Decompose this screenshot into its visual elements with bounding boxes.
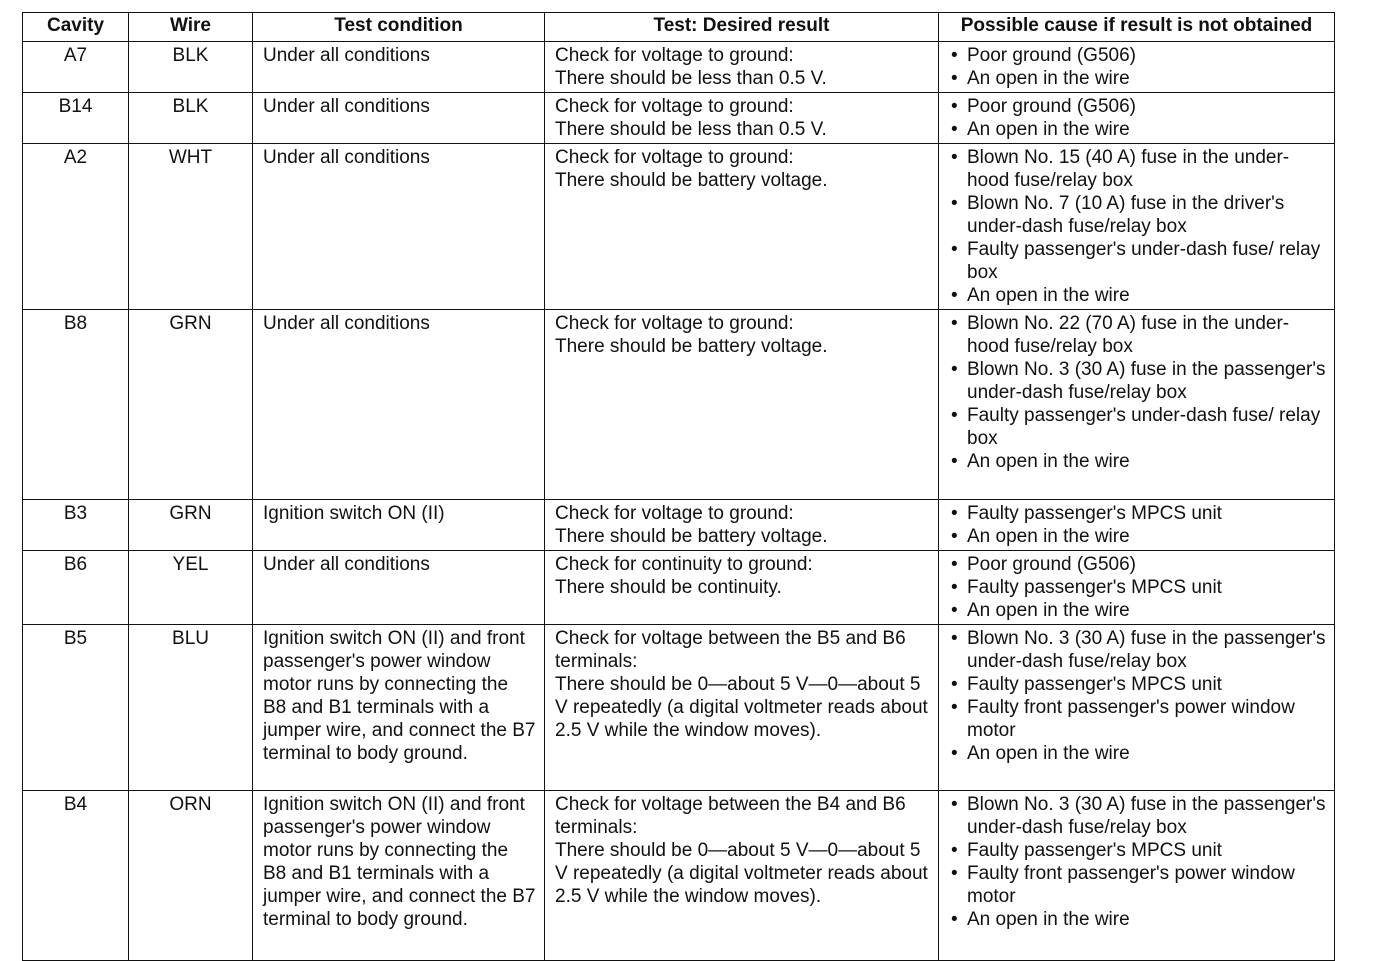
table-row bbox=[23, 791, 1335, 961]
cause-cell bbox=[939, 42, 1335, 93]
cause-item: • Faulty passenger's MPCS unit bbox=[949, 673, 1326, 696]
table-row bbox=[23, 42, 1335, 93]
condition-cell: Under all conditions bbox=[253, 42, 545, 93]
table-row bbox=[23, 500, 1335, 551]
header-cavity: Cavity bbox=[23, 13, 129, 42]
cause-item: • Blown No. 3 (30 A) fuse in the passenger's under-dash fuse/relay box bbox=[949, 627, 1326, 673]
header-test-condition: Test condition bbox=[253, 13, 545, 42]
cause-cell bbox=[939, 310, 1335, 500]
result-cell bbox=[545, 93, 939, 144]
cause-item: • Blown No. 3 (30 A) fuse in the passenger's under-dash fuse/relay box bbox=[949, 793, 1326, 839]
cause-item: • Poor ground (G506) bbox=[949, 44, 1326, 67]
condition-cell: Under all conditions bbox=[253, 310, 545, 500]
condition-cell: Ignition switch ON (II) and front passenger's power window motor runs by connecting the B8 and B1 terminals with a jumper wire, and connect the B7 terminal to body ground. bbox=[253, 625, 545, 791]
cavity-cell: B14 bbox=[23, 93, 129, 144]
cause-list bbox=[949, 502, 1326, 548]
header-desired-result: Test: Desired result bbox=[545, 13, 939, 42]
condition-cell: Ignition switch ON (II) and front passenger's power window motor runs by connecting the B8 and B1 terminals with a jumper wire, and connect the B7 terminal to body ground. bbox=[253, 791, 545, 961]
cause-cell bbox=[939, 625, 1335, 791]
cause-item: • An open in the wire bbox=[949, 742, 1326, 765]
cause-list bbox=[949, 44, 1326, 90]
cause-item: • Blown No. 7 (10 A) fuse in the driver's under-dash fuse/relay box bbox=[949, 192, 1326, 238]
result-line: There should be less than 0.5 V. bbox=[555, 68, 827, 89]
cavity-cell: B5 bbox=[23, 625, 129, 791]
result-line: Check for continuity to ground: bbox=[555, 554, 813, 575]
cause-cell bbox=[939, 551, 1335, 625]
table-row bbox=[23, 310, 1335, 500]
cause-item: • Faulty passenger's MPCS unit bbox=[949, 576, 1326, 599]
wire-cell: BLU bbox=[129, 625, 253, 791]
table-row bbox=[23, 625, 1335, 791]
cause-item: • An open in the wire bbox=[949, 118, 1326, 141]
cause-list bbox=[949, 553, 1326, 622]
condition-cell: Under all conditions bbox=[253, 144, 545, 310]
cause-item: • An open in the wire bbox=[949, 525, 1326, 548]
cause-item: • Faulty passenger's under-dash fuse/ relay box bbox=[949, 404, 1326, 450]
cause-list bbox=[949, 627, 1326, 765]
cause-item: • Poor ground (G506) bbox=[949, 553, 1326, 576]
table-row bbox=[23, 93, 1335, 144]
cavity-cell: B3 bbox=[23, 500, 129, 551]
result-line: Check for voltage to ground: bbox=[555, 503, 794, 524]
cause-item: • An open in the wire bbox=[949, 450, 1326, 473]
result-line: Check for voltage between the B4 and B6 terminals: bbox=[555, 794, 906, 838]
condition-cell: Ignition switch ON (II) bbox=[253, 500, 545, 551]
cavity-cell: B6 bbox=[23, 551, 129, 625]
result-cell bbox=[545, 551, 939, 625]
result-line: Check for voltage to ground: bbox=[555, 45, 794, 66]
cause-item: • An open in the wire bbox=[949, 908, 1326, 931]
cause-item: • Blown No. 3 (30 A) fuse in the passenger's under-dash fuse/relay box bbox=[949, 358, 1326, 404]
cause-item: • An open in the wire bbox=[949, 599, 1326, 622]
result-cell bbox=[545, 42, 939, 93]
header-possible-cause: Possible cause if result is not obtained bbox=[939, 13, 1335, 42]
header-wire: Wire bbox=[129, 13, 253, 42]
cause-item: • Faulty passenger's MPCS unit bbox=[949, 839, 1326, 862]
wire-cell: BLK bbox=[129, 93, 253, 144]
cavity-cell: B4 bbox=[23, 791, 129, 961]
cause-cell bbox=[939, 144, 1335, 310]
cavity-cell: A7 bbox=[23, 42, 129, 93]
result-line: There should be battery voltage. bbox=[555, 170, 828, 191]
result-line: There should be less than 0.5 V. bbox=[555, 119, 827, 140]
condition-cell: Under all conditions bbox=[253, 551, 545, 625]
cause-list bbox=[949, 146, 1326, 307]
result-line: Check for voltage to ground: bbox=[555, 313, 794, 334]
connector-test-table bbox=[22, 12, 1335, 961]
result-cell bbox=[545, 144, 939, 310]
result-line: Check for voltage to ground: bbox=[555, 96, 794, 117]
wire-cell: BLK bbox=[129, 42, 253, 93]
result-line: There should be 0—about 5 V—0—about 5 V repeatedly (a digital voltmeter reads about 2.5 V while the window moves). bbox=[555, 674, 928, 741]
wire-cell: WHT bbox=[129, 144, 253, 310]
cause-list bbox=[949, 95, 1326, 141]
cause-item: • Blown No. 22 (70 A) fuse in the under-hood fuse/relay box bbox=[949, 312, 1326, 358]
result-cell bbox=[545, 625, 939, 791]
cause-item: • Faulty front passenger's power window motor bbox=[949, 862, 1326, 908]
cause-list bbox=[949, 793, 1326, 931]
cause-cell bbox=[939, 791, 1335, 961]
result-line: There should be battery voltage. bbox=[555, 526, 828, 547]
wire-cell: ORN bbox=[129, 791, 253, 961]
cavity-cell: B8 bbox=[23, 310, 129, 500]
cause-item: • Faulty passenger's MPCS unit bbox=[949, 502, 1326, 525]
table-row bbox=[23, 144, 1335, 310]
wire-cell: YEL bbox=[129, 551, 253, 625]
table-row bbox=[23, 551, 1335, 625]
header-row bbox=[23, 13, 1335, 42]
cause-cell bbox=[939, 500, 1335, 551]
wire-cell: GRN bbox=[129, 310, 253, 500]
result-cell bbox=[545, 310, 939, 500]
result-line: Check for voltage between the B5 and B6 terminals: bbox=[555, 628, 906, 672]
cause-item: • An open in the wire bbox=[949, 67, 1326, 90]
cause-item: • Faulty front passenger's power window motor bbox=[949, 696, 1326, 742]
cause-item: • Faulty passenger's under-dash fuse/ relay box bbox=[949, 238, 1326, 284]
wire-cell: GRN bbox=[129, 500, 253, 551]
result-line: Check for voltage to ground: bbox=[555, 147, 794, 168]
result-line: There should be battery voltage. bbox=[555, 336, 828, 357]
cause-item: • An open in the wire bbox=[949, 284, 1326, 307]
result-line: There should be continuity. bbox=[555, 577, 782, 598]
cause-list bbox=[949, 312, 1326, 473]
result-line: There should be 0—about 5 V—0—about 5 V repeatedly (a digital voltmeter reads about 2.5 V while the window moves). bbox=[555, 840, 928, 907]
condition-cell: Under all conditions bbox=[253, 93, 545, 144]
result-cell bbox=[545, 500, 939, 551]
cause-item: • Poor ground (G506) bbox=[949, 95, 1326, 118]
result-cell bbox=[545, 791, 939, 961]
cavity-cell: A2 bbox=[23, 144, 129, 310]
cause-item: • Blown No. 15 (40 A) fuse in the under-hood fuse/relay box bbox=[949, 146, 1326, 192]
cause-cell bbox=[939, 93, 1335, 144]
